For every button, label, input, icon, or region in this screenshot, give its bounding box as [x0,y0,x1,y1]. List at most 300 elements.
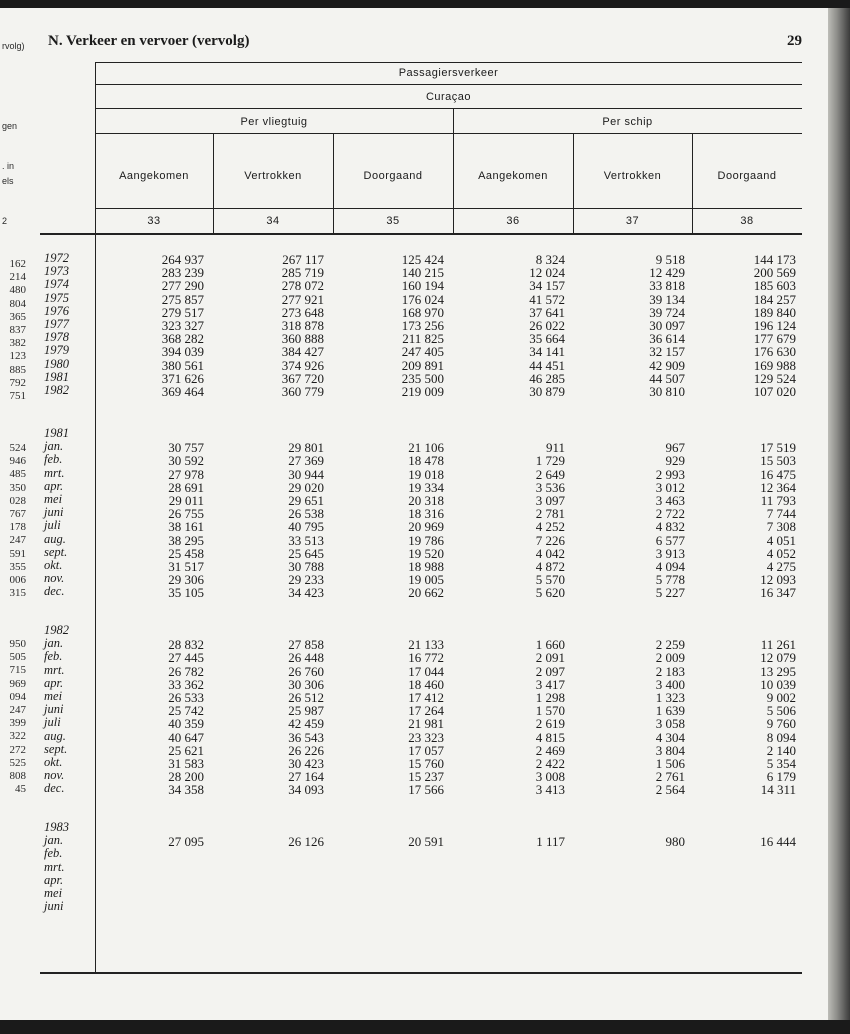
table-cell: 19 786 [408,532,444,548]
rule-2 [95,108,802,109]
table-cell: 368 282 [161,331,204,347]
table-cell: 27 164 [288,769,324,785]
table-cell: 318 878 [281,318,324,333]
table-cell: 27 978 [168,466,204,482]
table-cell: 20 662 [408,585,444,601]
rule-3 [95,133,802,134]
table-cell: 3 413 [535,782,565,798]
table-cell: 3 913 [655,545,685,561]
table-cell: 3 012 [655,479,685,495]
margin-value: 123 [9,350,26,363]
table-cell: 25 742 [168,703,204,719]
row-label: mrt. [44,859,65,874]
table-cell: 34 141 [529,344,565,360]
table-cell: 26 533 [168,690,204,705]
table-cell: 26 226 [288,742,324,758]
table-cell: 25 987 [288,703,324,719]
table-cell: 2 619 [535,716,565,732]
margin-value: 365 [9,310,26,323]
table-cell: 360 888 [281,331,324,347]
table-cell: 5 570 [535,572,565,588]
margin-label: rvolg) [2,41,25,51]
table-cell: 4 832 [655,519,685,535]
table-cell: 2 469 [535,742,565,758]
table-cell: 169 988 [753,357,796,373]
row-label: feb. [44,452,63,467]
table-cell: 1 298 [535,690,565,705]
table-cell: 12 093 [760,572,796,588]
table-cell: 34 423 [288,585,324,601]
table-cell: 4 252 [535,519,565,535]
table-cell: 19 520 [408,545,444,561]
margin-value: 355 [9,560,26,573]
table-cell: 12 429 [649,265,685,281]
table-cell: 25 621 [168,742,204,758]
table-cell: 29 233 [288,572,324,588]
row-label: nov. [44,571,65,586]
table-cell: 2 761 [655,769,685,785]
table-cell: 4 304 [655,729,685,745]
row-label: aug. [44,531,66,546]
table-cell: 34 358 [168,782,204,798]
header-per-vliegtuig: Per vliegtuig [240,116,308,128]
table-cell: 7 308 [766,519,796,535]
table-cell: 323 327 [161,318,204,333]
header-per-schip: Per schip [602,116,653,128]
margin-label: . in [2,161,15,171]
margin-value: 751 [9,390,26,402]
row-label: juni [44,899,64,914]
table-cell: 107 020 [753,384,796,399]
table-cell: 30 423 [288,756,324,771]
table-cell: 18 316 [408,506,444,522]
margin-value: 804 [9,297,26,310]
table-cell: 40 795 [288,519,324,535]
margin-value: 767 [9,508,26,520]
margin-value: 247 [9,534,26,547]
table-cell: 185 603 [753,278,796,294]
row-label: apr. [44,675,64,690]
column-number: 38 [740,215,754,227]
table-cell: 26 126 [288,834,324,850]
table-cell: 20 591 [408,834,444,850]
row-label: 1975 [44,290,69,305]
table-cell: 38 295 [168,532,204,548]
table-cell: 44 507 [649,370,685,386]
table-cell: 17 519 [760,440,796,456]
margin-value: 399 [9,717,26,730]
table-cell: 369 464 [161,384,204,399]
table-cell: 34 093 [288,782,324,798]
table-cell: 33 818 [649,278,685,294]
table-cell: 911 [545,440,565,456]
table-cell: 967 [665,440,685,456]
margin-value: 322 [9,730,26,743]
row-label: 1972 [44,251,69,265]
column-header-label: Aangekomen [478,170,548,182]
table-cell: 36 543 [288,729,324,745]
column-number: 37 [625,215,640,227]
table-cell: 3 463 [655,493,685,508]
table-cell: 2 140 [766,742,796,758]
table-cell: 26 538 [288,506,324,522]
margin-label: 2 [2,216,8,226]
column-header-label: Doorgaand [363,170,423,182]
table-cell: 275 857 [161,291,204,307]
row-label: mrt. [44,662,65,677]
margin-value: 525 [9,756,26,769]
table-cell: 29 651 [288,493,324,508]
table-cell: 17 057 [408,742,444,758]
row-label: sept. [44,544,68,559]
table-cell: 11 261 [760,637,796,653]
table-cell: 40 647 [168,729,204,745]
rule-top [95,62,802,63]
table-cell: 6 577 [655,532,685,548]
column-number: 33 [147,215,161,227]
row-label: sept. [44,741,68,756]
header-curacao: Curaçao [425,91,472,103]
margin-value: 480 [9,284,26,297]
row-label: jan. [44,636,64,651]
table-cell: 3 400 [655,676,685,692]
margin-value: 006 [9,574,26,586]
table-cell: 7 226 [535,532,565,548]
margin-value: 505 [9,651,26,664]
margin-value: 094 [9,690,26,703]
column-header-label: Doorgaand [717,170,777,182]
table-cell: 3 008 [535,769,565,785]
table-cell: 5 227 [655,585,685,601]
table-cell: 30 879 [529,384,565,399]
table-cell: 2 009 [655,650,685,666]
table-cell: 4 042 [535,545,565,561]
table-cell: 21 133 [408,637,444,653]
table-cell: 211 825 [402,331,444,347]
table-cell: 4 275 [766,559,796,574]
header-passagiersverkeer: Passagiersverkeer [398,67,499,79]
table-cell: 264 937 [161,252,204,267]
table-cell: 15 237 [408,769,444,785]
table-cell: 17 412 [408,690,444,705]
table-cell: 4 094 [655,559,685,574]
table-cell: 267 117 [282,252,324,267]
table-cell: 4 815 [535,729,565,745]
page-title: N. Verkeer en vervoer (vervolg) [48,33,250,49]
margin-value: 715 [9,664,26,677]
table-cell: 371 626 [161,370,204,386]
block-year-label: 1982 [44,623,69,637]
table-cell: 46 285 [529,370,565,386]
book-edge [828,8,850,1020]
table-cell: 30 788 [288,559,324,574]
row-label: mei [44,492,63,506]
row-label: dec. [44,584,65,599]
table-cell: 26 760 [288,663,324,679]
table-cell: 18 460 [408,676,444,692]
table-cell: 4 872 [535,559,565,574]
table-cell: 25 458 [168,545,204,561]
table-cell: 17 566 [408,782,444,798]
table-cell: 40 359 [168,716,204,732]
table-cell: 177 679 [753,331,796,347]
table-cell: 7 744 [766,506,796,522]
margin-label: gen [2,121,18,131]
table-cell: 13 295 [760,663,796,679]
table-cell: 17 044 [408,663,444,679]
table-cell: 9 760 [766,716,796,732]
row-label: mrt. [44,465,65,480]
table-cell: 15 760 [408,756,444,771]
table-cell: 29 011 [168,493,204,508]
row-label: 1981 [44,369,69,384]
table-cell: 19 005 [408,572,444,588]
table-cell: 17 264 [408,703,444,719]
table-cell: 12 364 [760,479,796,495]
row-label: apr. [44,872,64,887]
table-cell: 3 058 [655,716,685,732]
table-cell: 2 781 [535,506,565,522]
table-cell: 9 518 [655,252,685,267]
table-cell: 1 117 [536,834,565,850]
margin-value: 946 [9,455,26,468]
row-label: jan. [44,439,64,454]
table-cell: 14 311 [760,782,796,798]
margin-value: 524 [9,442,26,454]
margin-value: 792 [9,376,26,389]
table-cell: 30 757 [168,440,204,456]
table-cell: 184 257 [753,291,796,307]
table-cell: 168 970 [401,304,444,320]
table-cell: 28 832 [168,637,204,653]
table-cell: 27 445 [168,650,204,666]
row-label: okt. [44,558,63,572]
table-cell: 33 362 [168,676,204,692]
table-cell: 31 583 [168,756,204,771]
table-cell: 26 782 [168,663,204,679]
table-cell: 5 506 [766,703,796,719]
table-cell: 247 405 [401,344,444,360]
table-cell: 235 500 [401,370,444,386]
table-cell: 30 592 [168,453,204,469]
table-cell: 277 921 [281,291,324,307]
row-label: juni [44,505,64,520]
row-label: juli [44,518,61,533]
rule-table-bottom [40,972,802,974]
table-cell: 37 641 [529,304,565,320]
table-cell: 16 444 [760,834,796,850]
margin-value: 382 [9,337,26,350]
table-cell: 28 691 [168,479,204,495]
table-cell: 1 660 [535,637,565,653]
table-cell: 160 194 [401,278,444,294]
row-label: jan. [44,833,64,848]
table-cell: 1 323 [655,690,685,705]
table-cell: 2 993 [655,466,685,482]
table-cell: 35 664 [529,331,565,347]
table-cell: 42 459 [288,716,324,732]
table-cell: 18 988 [408,559,444,574]
row-label: 1977 [44,317,69,331]
table-cell: 2 649 [535,466,565,482]
table-cell: 28 200 [168,769,204,785]
table-cell: 176 024 [401,291,444,307]
table-cell: 20 318 [408,493,444,508]
table-cell: 15 503 [760,453,796,469]
margin-value: 162 [9,258,26,270]
row-label: 1976 [44,303,69,318]
row-label: feb. [44,846,63,861]
table-cell: 29 801 [288,440,324,456]
table-cell: 8 324 [535,252,565,267]
column-header-label: Vertrokken [603,170,662,182]
table-cell: 11 793 [760,493,796,508]
table-cell: 26 448 [288,650,324,666]
table-cell: 196 124 [753,318,796,333]
table-cell: 144 173 [753,252,796,267]
table-cell: 31 517 [168,559,204,574]
table-cell: 30 306 [288,676,324,692]
row-label: dec. [44,781,65,796]
margin-value: 45 [15,783,26,796]
row-label: mei [44,886,63,900]
table-cell: 30 944 [288,466,324,482]
table-cell: 39 134 [649,291,685,307]
rule-1 [95,84,802,85]
table-cell: 26 022 [529,318,565,333]
table-cell: 283 239 [161,265,204,281]
table-cell: 44 451 [529,357,565,373]
table-cell: 1 729 [535,453,565,469]
table-cell: 173 256 [401,318,444,333]
table-cell: 2 722 [655,506,685,522]
table-cell: 384 427 [281,344,324,360]
margin-value: 837 [9,324,26,336]
margin-label: els [2,176,14,186]
table-cell: 4 051 [766,532,796,548]
rule-header-bottom [40,233,802,235]
row-label: 1973 [44,264,69,279]
table-cell: 26 755 [168,506,204,522]
table-cell: 200 569 [753,265,796,281]
table-cell: 176 630 [753,344,796,360]
row-label: 1980 [44,356,69,371]
table-cell: 34 157 [529,278,565,294]
table-cell: 26 512 [288,690,324,705]
block-year-label: 1983 [44,820,69,834]
table-cell: 4 052 [766,545,796,561]
table-cell: 5 354 [766,756,796,771]
margin-value: 178 [9,521,26,534]
table-cell: 6 179 [766,769,796,785]
table-cell: 1 506 [655,756,685,771]
table-cell: 21 106 [408,440,444,456]
table-cell: 29 020 [288,479,324,495]
table-cell: 3 097 [535,493,565,508]
margin-value: 214 [9,271,26,284]
table-cell: 35 105 [168,585,204,601]
block-year-label: 1981 [44,426,69,440]
table-cell: 277 290 [161,278,204,294]
table-cell: 279 517 [161,304,204,320]
table-cell: 3 417 [535,676,565,692]
table-cell: 129 524 [753,370,796,386]
table-cell: 3 536 [535,479,565,495]
table-cell: 189 840 [753,304,796,320]
table-cell: 29 306 [168,572,204,588]
table-cell: 33 513 [288,532,324,548]
table-cell: 2 091 [535,650,565,666]
row-label: mei [44,689,63,703]
table-cell: 16 772 [408,650,444,666]
table-cell: 1 570 [535,703,565,719]
table-cell: 32 157 [649,344,685,360]
table-cell: 2 422 [535,756,565,771]
column-number: 35 [386,215,400,227]
page-number: 29 [787,33,802,49]
margin-value: 315 [9,587,26,600]
table-cell: 8 094 [766,729,796,745]
table-cell: 12 079 [760,650,796,666]
table-cell: 20 969 [408,519,444,535]
margin-value: 485 [9,468,26,481]
table-cell: 23 323 [408,729,444,745]
table-cell: 16 475 [760,466,796,482]
table-cell: 27 095 [168,834,204,850]
column-number: 36 [506,215,520,227]
table-cell: 25 645 [288,545,324,561]
row-label: okt. [44,755,63,769]
table-cell: 21 981 [408,716,444,732]
table-cell: 27 858 [288,637,324,653]
table-cell: 367 720 [281,370,324,386]
margin-value: 591 [9,547,26,560]
table-cell: 41 572 [529,291,565,307]
table-cell: 19 334 [408,479,444,495]
row-label: juni [44,702,64,717]
table-cell: 374 926 [281,357,324,373]
table-cell: 36 614 [649,331,685,347]
table-cell: 380 561 [161,357,204,373]
table-cell: 27 369 [288,453,324,469]
table-cell: 285 719 [281,265,324,281]
table-cell: 30 810 [649,384,685,399]
margin-value: 969 [9,677,26,690]
table-cell: 2 097 [535,663,565,679]
table-cell: 125 424 [401,252,444,267]
table-cell: 2 183 [655,663,685,679]
table-cell: 394 039 [161,344,204,360]
table-cell: 140 215 [401,265,444,281]
margin-value: 350 [9,481,26,494]
table-cell: 1 639 [655,703,685,719]
margin-value: 950 [9,638,26,650]
table-cell: 929 [665,453,685,469]
margin-value: 247 [9,704,26,716]
table-cell: 2 564 [655,782,685,798]
margin-value: 272 [9,743,26,756]
table-cell: 19 018 [408,466,444,482]
table-cell: 5 620 [535,585,565,601]
table-cell: 5 778 [655,572,685,588]
column-header-label: Aangekomen [119,170,189,182]
row-label: apr. [44,478,64,493]
table-cell: 12 024 [529,265,565,281]
table-cell: 30 097 [649,318,685,333]
table-cell: 2 259 [655,637,685,653]
table-cell: 278 072 [281,278,324,294]
rule-4 [95,208,802,209]
